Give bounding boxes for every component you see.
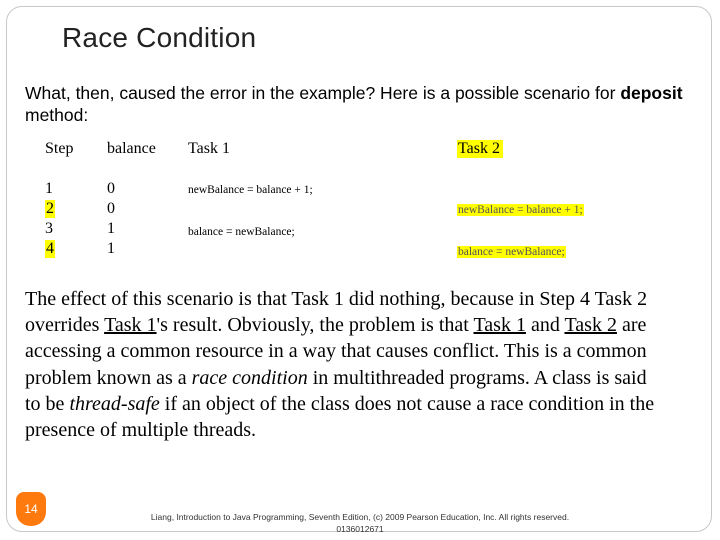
row-task1-code: balance = newBalance; [188,226,295,238]
body-text-run: The effect of this scenario is that Task 1 did nothing, because in Step 4 Task 2 overrides [25,288,648,337]
row-balance: 1 [107,220,115,237]
row-balance: 1 [107,240,115,257]
italic-race-condition: race condition [191,366,308,389]
row-step-highlighted: 4 [46,240,54,257]
row-task2-code: newBalance = balance + 1; [458,204,583,216]
row-step: 3 [45,220,53,237]
row-task2-code: balance = newBalance; [458,246,565,258]
intro-bold-method: deposit [620,83,683,103]
body-text-run: and [525,314,565,337]
row-step-highlighted: 2 [46,200,54,217]
row-step: 1 [45,180,53,197]
intro-part1: What, then, caused the error in the example? Here is a possible scenario for [25,83,621,103]
row-balance: 0 [107,200,115,217]
body-text-run: 's result. Obviously, the problem is that [156,314,474,337]
header-step: Step [45,140,74,157]
header-task1: Task 1 [188,140,230,157]
underlined-task1: Task 1 [473,314,526,337]
italic-thread-safe: thread-safe [69,392,160,415]
intro-part2: method: [25,105,89,125]
header-task2: Task 2 [457,140,503,158]
slide-title: Race Condition [62,22,257,53]
header-balance: balance [107,140,156,157]
row-task1-code: newBalance = balance + 1; [188,184,313,196]
page-number-badge: 14 [16,492,46,526]
row-balance: 0 [107,180,115,197]
underlined-task2: Task 2 [564,314,617,337]
explanation-paragraph [25,286,665,443]
body-text-run: are accessing a common resource in a way that causes conflict. This is a common problem known as a [25,314,647,389]
underlined-task1: Task 1 [104,314,157,337]
body-text-run: if an object of the class does not cause a race condition in the presence of multiple threads. [25,392,655,442]
footer-citation: Liang, Introduction to Java Programming, Seventh Edition, (c) 2009 Pearson Education, Inc. All rights reserved. 0136012671 [150,512,570,534]
body-text-run: in multithreaded programs. A class is said to be [25,366,647,415]
